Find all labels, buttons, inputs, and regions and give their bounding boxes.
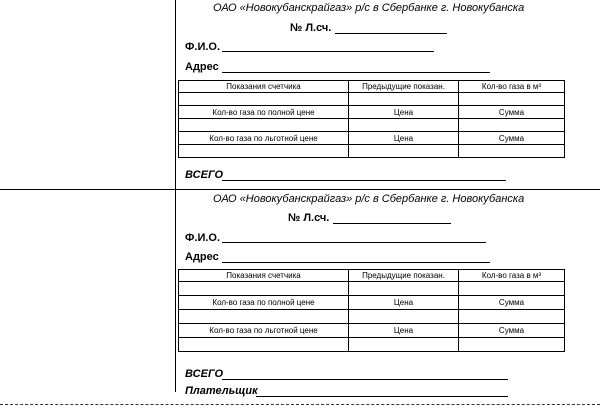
account-field[interactable]: [333, 213, 451, 224]
cut-line: [0, 404, 600, 405]
header-previous: Предыдущие показан.: [349, 81, 459, 93]
header-meter: Показания счетчика: [179, 270, 349, 282]
total-label: ВСЕГО: [185, 169, 224, 181]
section-separator: [0, 189, 600, 190]
total-field[interactable]: [222, 369, 508, 380]
receipt-title: ОАО «Новокубанскрайгаз» р/с в Сбербанке г. Новокубанска: [213, 2, 525, 14]
full-price-label: Кол-во газа по полной цене: [179, 296, 349, 310]
address-label: Адрес: [185, 61, 219, 73]
price-label: Цена: [349, 324, 459, 338]
account-label: № Л.сч.: [288, 212, 330, 224]
address-label: Адрес: [185, 251, 219, 263]
discount-price-label: Кол-во газа по льготной цене: [179, 324, 349, 338]
payer-label: Плательщик: [185, 385, 258, 397]
fio-field[interactable]: [222, 232, 486, 243]
sum-label: Сумма: [459, 324, 565, 338]
header-meter: Показания счетчика: [179, 81, 349, 93]
account-label: № Л.сч.: [290, 22, 332, 34]
total-label: ВСЕГО: [185, 368, 224, 380]
vertical-divider: [175, 0, 176, 392]
price-label: Цена: [349, 296, 459, 310]
total-field[interactable]: [222, 170, 506, 181]
header-gas-volume: Кол-во газа в м³: [459, 270, 565, 282]
header-previous: Предыдущие показан.: [349, 270, 459, 282]
discount-price-label: Кол-во газа по льготной цене: [179, 132, 349, 145]
sum-label: Сумма: [459, 132, 565, 145]
fio-field[interactable]: [222, 41, 434, 52]
receipt-title: ОАО «Новокубанскрайгаз» р/с в Сбербанке г. Новокубанска: [213, 193, 525, 205]
fio-label: Ф.И.О.: [185, 41, 221, 53]
price-label: Цена: [349, 106, 459, 119]
account-field[interactable]: [335, 23, 447, 34]
sum-label: Сумма: [459, 106, 565, 119]
header-gas-volume: Кол-во газа в м³: [459, 81, 565, 93]
payer-signature-field[interactable]: [256, 386, 508, 397]
meter-table: [178, 269, 565, 352]
price-label: Цена: [349, 132, 459, 145]
address-field[interactable]: [222, 62, 490, 73]
address-field[interactable]: [222, 252, 490, 263]
meter-table: [178, 80, 565, 158]
sum-label: Сумма: [459, 296, 565, 310]
full-price-label: Кол-во газа по полной цене: [179, 106, 349, 119]
fio-label: Ф.И.О.: [185, 232, 221, 244]
